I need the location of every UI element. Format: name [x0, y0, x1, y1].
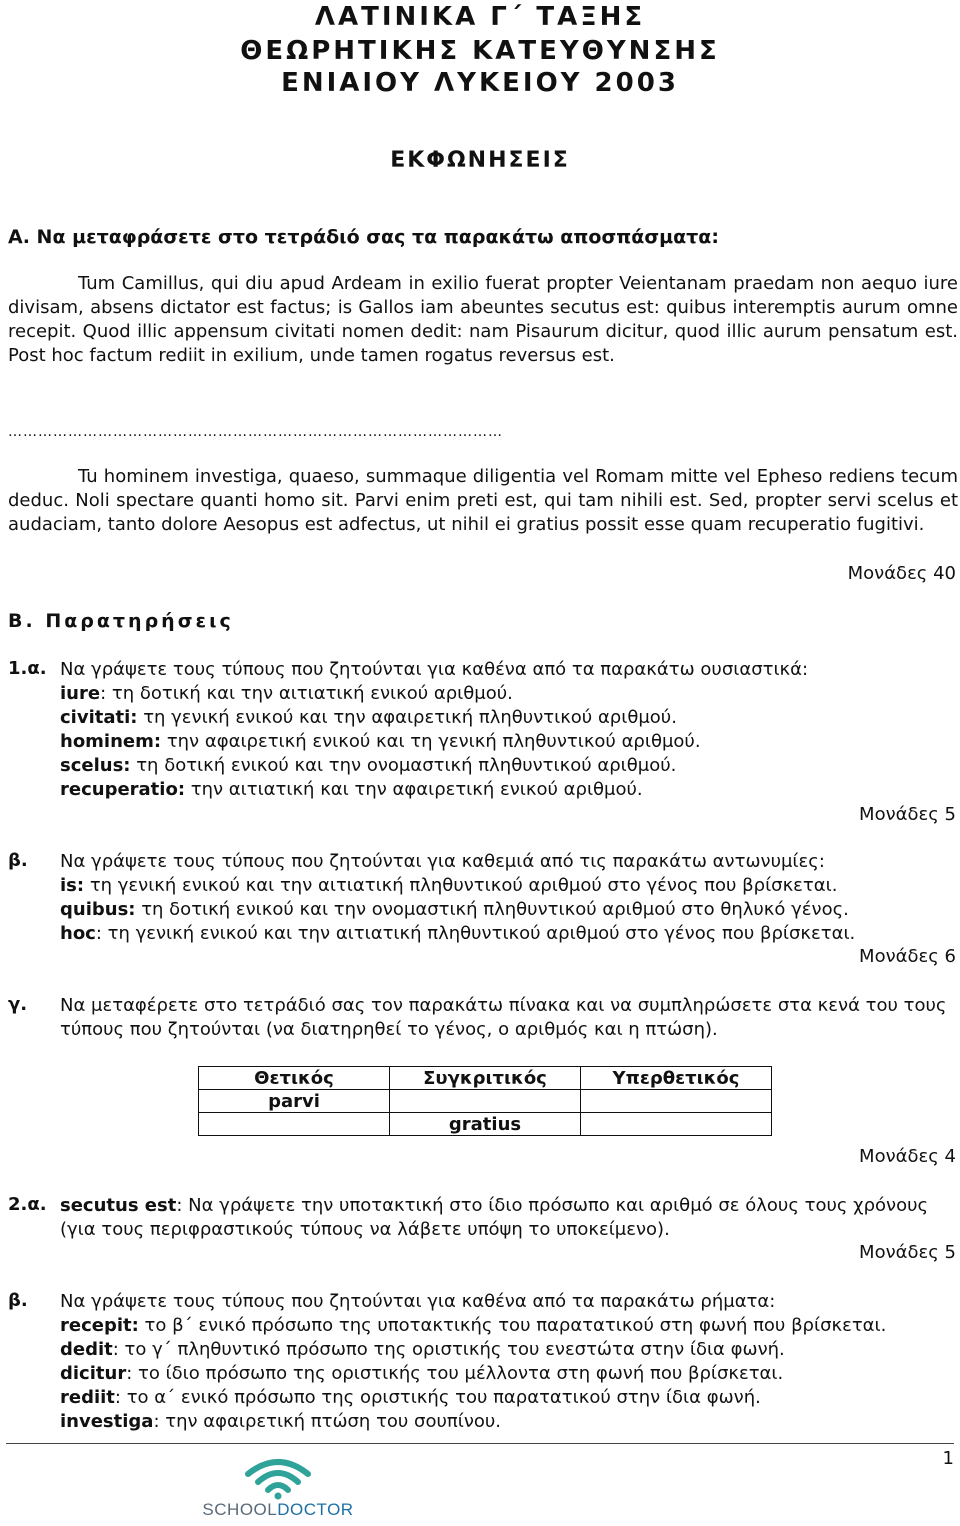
latin-passage-1: Tum Camillus, qui diu apud Ardeam in exilio fuerat propter Veientanam praedam non aequo iure divisam, absens dictator est factus; is Gallos iam abeuntes secutus est: quibus interemptis aurum omne recepit. Quod illic appensum civitati nomen dedit: nam Pisaurum dicitur, quod illic aurum pensatum est. Post hoc factum rediit in exilium, unde tamen rogatus reversus est. — [8, 273, 958, 366]
question-2a-label: 2.α. — [8, 1194, 47, 1215]
table-cell — [199, 1113, 390, 1136]
section-a-heading: Α. Να μεταφράσετε στο τετράδιό σας τα παρακάτω αποσπάσματα: — [8, 226, 719, 248]
title-subject: ΛΑΤΙΝΙΚΑ Γ΄ ΤΑΞΗΣ — [314, 2, 646, 32]
passage-separator: ……………………………………………………………………………………… — [8, 424, 503, 440]
list-item: quibus: τη δοτική ενικού και την ονομαστική πληθυντικού αριθμού στο θηλυκό γένος. — [60, 899, 849, 920]
title-year: ΕΝΙΑΙΟΥ ΛΥΚΕΙΟΥ 2003 — [281, 68, 679, 98]
table-row — [199, 1113, 772, 1136]
list-item: hominem: την αφαιρετική ενικού και τη γενική πληθυντικού αριθμού. — [60, 731, 701, 752]
points-section-a: Μονάδες 40 — [847, 563, 956, 584]
list-item: recuperatio: την αιτιατική και την αφαιρετική ενικού αριθμού. — [60, 779, 643, 800]
list-item: dicitur: το ίδιο πρόσωπο της οριστικής του μέλλοντα στη φωνή που βρίσκεται. — [60, 1363, 784, 1384]
degrees-table — [198, 1066, 772, 1136]
list-item: is: τη γενική ενικού και την αιτιατική πληθυντικού αριθμού στο γένος που βρίσκεται. — [60, 875, 838, 896]
schooldoctor-logo — [198, 1452, 358, 1522]
table-cell: gratius — [390, 1113, 581, 1136]
latin-passage-2: Tu hominem investiga, quaeso, summaque diligentia vel Romam mitte vel Epheso rediens tecum deduc. Noli spectare quanti homo sit. Parvi enim preti est, qui tam nihili est. Sed, propter servi scelus et audaciam, tanto dolore Aesopus est adfectus, ut nihil ei gratius possit esse quam recuperatio fugitivi. — [8, 466, 958, 535]
wifi-signal-icon — [198, 1452, 358, 1500]
points-1b: Μονάδες 6 — [859, 946, 956, 967]
list-item: civitati: τη γενική ενικού και την αφαιρετική πληθυντικού αριθμού. — [60, 707, 677, 728]
logo-wordmark: SCHOOLDOCTOR — [202, 1500, 354, 1519]
question-1b-prompt: Να γράψετε τους τύπους που ζητούνται για καθεμιά από τις παρακάτω αντωνυμίες: — [60, 851, 825, 872]
question-2a — [60, 1194, 958, 1242]
page-number: 1 — [942, 1448, 954, 1469]
list-item: hoc: τη γενική ενικού και την αιτιατική πληθυντικού αριθμού στο γένος που βρίσκεται. — [60, 923, 856, 944]
table-cell — [390, 1090, 581, 1113]
points-2a: Μονάδες 5 — [859, 1242, 956, 1263]
table-header-row — [199, 1067, 772, 1090]
question-1b-label: β. — [8, 850, 28, 871]
question-2b-prompt: Να γράψετε τους τύπους που ζητούνται για καθένα από τα παρακάτω ρήματα: — [60, 1291, 776, 1312]
table-cell — [581, 1090, 772, 1113]
question-1c-label: γ. — [8, 994, 28, 1015]
subtitle: ΕΚΦΩΝΗΣΕΙΣ — [390, 148, 570, 173]
table-row — [199, 1090, 772, 1113]
title-track: ΘΕΩΡΗΤΙΚΗΣ ΚΑΤΕΥΘΥΝΣΗΣ — [240, 36, 720, 66]
points-1c: Μονάδες 4 — [859, 1146, 956, 1167]
question-2a-term: secutus est — [60, 1195, 177, 1216]
list-item: recepit: το β΄ ενικό πρόσωπο της υποτακτικής του παρατατικού στη φωνή που βρίσκεται. — [60, 1315, 887, 1336]
question-1c-prompt: Να μεταφέρετε στο τετράδιό σας τον παρακάτω πίνακα και να συμπληρώσετε στα κενά του τους τύπους που ζητούνται (να διατηρηθεί το γένος, ο αριθμός και η πτώση). — [60, 995, 947, 1040]
list-item: investiga: την αφαιρετική πτώση του σουπίνου. — [60, 1411, 502, 1432]
table-cell — [581, 1113, 772, 1136]
question-2b — [60, 1290, 958, 1434]
list-item: iure: τη δοτική και την αιτιατική ενικού αριθμού. — [60, 683, 513, 704]
table-header-cell: Θετικός — [199, 1067, 390, 1090]
question-1a-label: 1.α. — [8, 658, 47, 679]
table-header-cell: Συγκριτικός — [390, 1067, 581, 1090]
list-item: scelus: τη δοτική ενικού και την ονομαστική πληθυντικού αριθμού. — [60, 755, 677, 776]
question-2a-text: : Να γράψετε την υποτακτική στο ίδιο πρόσωπο και αριθμό σε όλους τους χρόνους (για τους περιφραστικούς τύπους να λάβετε υπόψη το υποκείμενο). — [60, 1195, 929, 1240]
question-1a — [60, 658, 958, 802]
list-item: dedit: το γ΄ πληθυντικό πρόσωπο της οριστικής του ενεστώτα στην ίδια φωνή. — [60, 1339, 785, 1360]
question-1b — [60, 850, 958, 946]
question-2b-label: β. — [8, 1290, 28, 1311]
points-1a: Μονάδες 5 — [859, 804, 956, 825]
footer-divider — [6, 1443, 954, 1444]
section-b-heading: Β. Παρατηρήσεις — [8, 610, 234, 632]
table-header-cell: Υπερθετικός — [581, 1067, 772, 1090]
question-1a-prompt: Να γράψετε τους τύπους που ζητούνται για καθένα από τα παρακάτω ουσιαστικά: — [60, 659, 809, 680]
table-cell: parvi — [199, 1090, 390, 1113]
list-item: rediit: το α΄ ενικό πρόσωπο της οριστικής του παρατατικού στην ίδια φωνή. — [60, 1387, 761, 1408]
